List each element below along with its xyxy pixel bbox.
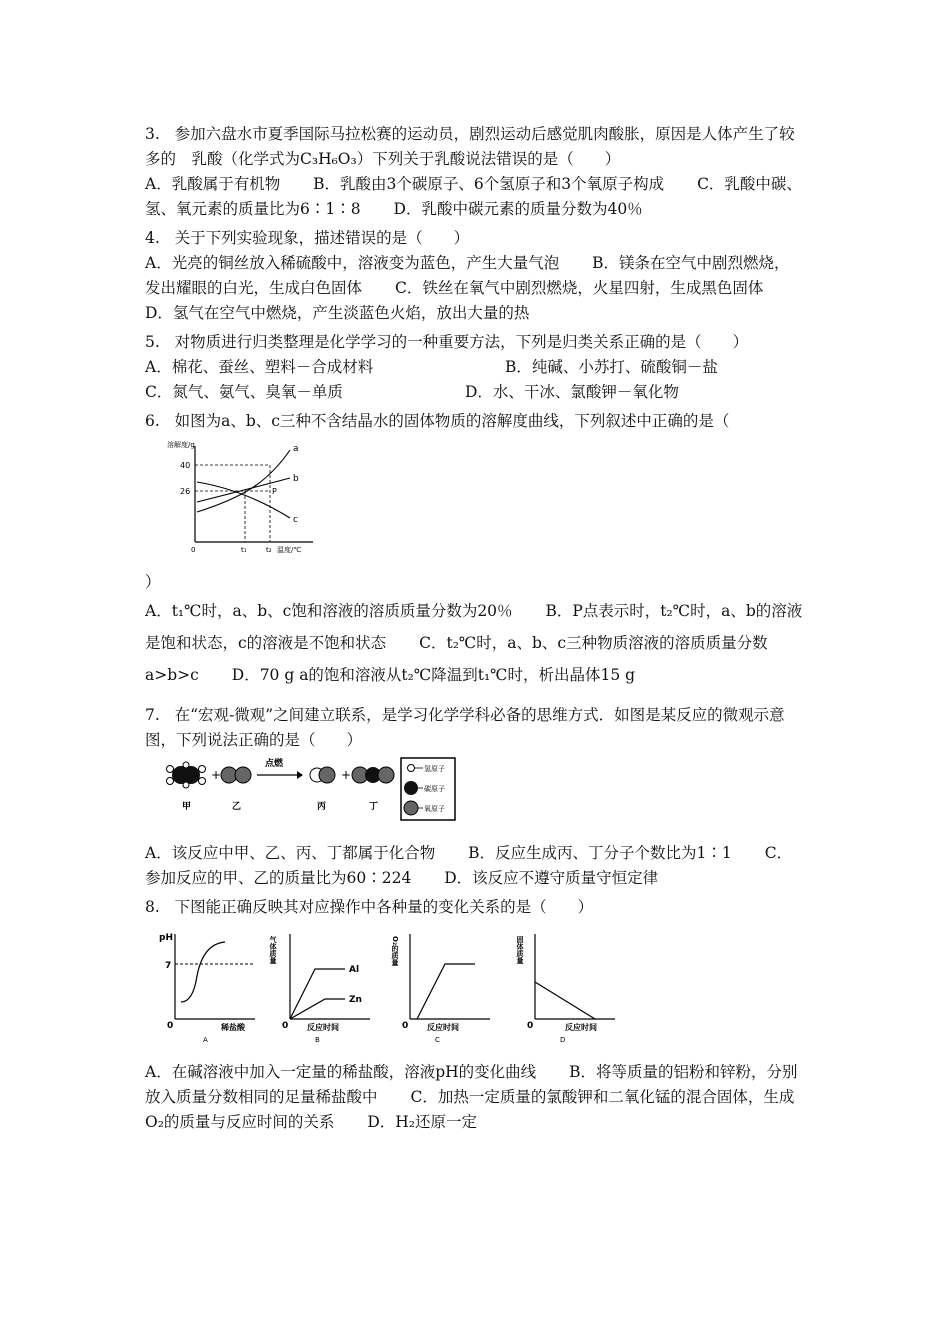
graph-b-series-al (290, 969, 345, 1019)
option-c: C．加热一定质量的氯酸钾和二氧化锰的混合固体，生成O₂的质量与反应时间的关系 (145, 1088, 795, 1131)
question-3 (145, 122, 805, 222)
question-number: 7. (145, 706, 160, 724)
y-tick-26: 26 (180, 487, 191, 496)
graph-b-origin: 0 (282, 1021, 289, 1031)
micro-reaction-figure (157, 757, 457, 825)
graph-b-caption: B (315, 1036, 320, 1044)
option-a: A．在碱溶液中加入一定量的稀盐酸，溶液pH的变化曲线 (145, 1063, 537, 1081)
question-number: 3. (145, 125, 160, 143)
legend-carbon: 碳原子 (424, 785, 445, 793)
graph-d-xlabel: 反应时间 (565, 1023, 597, 1032)
option-c: C．铁丝在氧气中剧烈燃烧，火星四射，生成黑色固体 (394, 279, 764, 297)
option-d: D．氢气在空气中燃烧，产生淡蓝色火焰，放出大量的热 (145, 304, 530, 322)
graph-a-origin: 0 (167, 1021, 174, 1031)
option-a: A．该反应中甲、乙、丙、丁都属于化合物 (145, 844, 436, 862)
molecule-jia (167, 762, 206, 788)
question-number: 5. (145, 333, 160, 351)
legend-oxygen-swatch (404, 801, 418, 815)
graph-a-caption: A (203, 1036, 208, 1044)
graph-a-curve (181, 942, 225, 1002)
exam-page (145, 122, 805, 1139)
graph-b-xlabel: 反应时间 (307, 1023, 339, 1032)
option-b: B．P点表示时，t₂℃时，a、b的溶液是饱和状态，c的溶液是不饱和状态 (145, 602, 803, 652)
option-d: D．H₂还原一定 (367, 1113, 478, 1131)
option-a: A．光亮的铜丝放入稀硫酸中，溶液变为蓝色，产生大量气泡 (145, 254, 560, 272)
graph-c-xlabel: 反应时间 (427, 1023, 459, 1032)
curve-a-label: a (293, 444, 299, 454)
option-b: B．纯碱、小苏打、硫酸铜－盐 (505, 358, 718, 376)
label-jia: 甲 (182, 802, 192, 812)
curve-a (197, 450, 290, 512)
label-yi: 乙 (232, 802, 242, 812)
question-6 (145, 409, 805, 691)
option-b: B．将等质量的铝粉和锌粉，分别放入质量分数相同的足量稀盐酸中 (145, 1063, 798, 1106)
question-stem: 下图能正确反映其对应操作中各种量的变化关系的是（ ） (174, 898, 594, 916)
question-stem: 对物质进行归类整理是化学学习的一种重要方法，下列是归类关系正确的是（ ） (174, 333, 749, 351)
question-stem-end: ） (145, 573, 161, 591)
y-axis-label: 溶解度/g (167, 441, 195, 449)
arrow-head (297, 771, 303, 779)
question-4 (145, 226, 805, 326)
option-c: C．参加反应的甲、乙的质量比为60∶224 (145, 844, 793, 887)
point-p-label: P (272, 487, 277, 496)
option-b: B．镁条在空气中剧烈燃烧，发出耀眼的白光，生成白色固体 (145, 254, 790, 297)
graph-c (391, 934, 490, 1044)
x-axis-label: 温度/℃ (277, 546, 302, 554)
option-a: A．t₁℃时，a、b、c饱和溶液的溶质质量分数为20％ (145, 602, 513, 620)
question-number: 8. (145, 898, 160, 916)
graph-d (516, 934, 615, 1044)
question-stem: 参加六盘水市夏季国际马拉松赛的运动员，剧烈运动后感觉肌肉酸胀，原因是人体产生了较多的 乳酸（化学式为C₃H₆O₃）下列关于乳酸说法错误的是（ ） (145, 125, 795, 168)
label-ding: 丁 (369, 802, 379, 812)
graph-d-ylabel: 固体质量 (516, 936, 524, 964)
graph-a (159, 933, 255, 1044)
question-8 (145, 895, 805, 1135)
question-7 (145, 703, 805, 891)
option-b: B．反应生成丙、丁分子个数比为1∶1 (468, 844, 732, 862)
option-d: D．70 g a的饱和溶液从t₂℃降温到t₁℃时，析出晶体15 g (231, 666, 636, 684)
option-d: D．水、干冰、氯酸钾－氧化物 (465, 383, 679, 401)
option-b: B．乳酸由3个碳原子、6个氢原子和3个氧原子构成 (313, 175, 665, 193)
option-d: D．乳酸中碳元素的质量分数为40％ (393, 200, 643, 218)
plus-sign: + (341, 768, 352, 782)
solubility-curve-figure (165, 438, 315, 554)
graph-d-curve (535, 982, 595, 1019)
label-bing: 丙 (317, 802, 327, 812)
graph-d-origin: 0 (527, 1021, 534, 1031)
graph-c-origin: 0 (402, 1021, 409, 1031)
legend-oxygen: 氧原子 (424, 805, 445, 813)
option-a: A．乳酸属于有机物 (145, 175, 281, 193)
molecule-yi (221, 767, 251, 783)
legend-hydrogen-swatch (408, 765, 415, 772)
option-d: D．该反应不遵守质量守恒定律 (444, 869, 659, 887)
question-stem: 如图为a、b、c三种不含结晶水的固体物质的溶解度曲线，下列叙述中正确的是（ (174, 412, 730, 430)
question-stem: 在“宏观-微观”之间建立联系，是学习化学学科必备的思维方式．如图是某反应的微观示意图，下列说法正确的是（ ） (145, 706, 785, 749)
question-number: 6. (145, 412, 160, 430)
graph-c-ylabel: O₂的质量 (391, 936, 399, 967)
graph-c-caption: C (435, 1036, 440, 1044)
question-5 (145, 330, 805, 405)
graph-b-legend-zn: Zn (349, 995, 362, 1005)
question-number: 4. (145, 229, 160, 247)
arrow-label: 点燃 (265, 759, 284, 769)
graph-d-caption: D (560, 1036, 566, 1044)
plus-sign: + (211, 768, 222, 782)
question-stem: 关于下列实验现象，描述错误的是（ ） (174, 229, 470, 247)
graph-b (269, 934, 371, 1044)
option-c: C．乳酸中碳、氢、氧元素的质量比为6∶1∶8 (145, 175, 802, 218)
x-tick-t2: t₂ (266, 546, 272, 554)
curve-b-label: b (293, 474, 299, 484)
option-c: C．氮气、氨气、臭氧－单质 (145, 383, 343, 401)
option-c: C．t₂℃时，a、b、c三种物质溶液的溶质质量分数a>b>c (145, 634, 768, 684)
graph-b-legend-al: Al (349, 965, 360, 975)
x-tick-t1: t₁ (241, 546, 247, 554)
legend-hydrogen: 氢原子 (424, 765, 445, 773)
option-a: A．棉花、蚕丝、塑料－合成材料 (145, 358, 374, 376)
molecule-ding (352, 767, 394, 783)
legend-carbon-swatch (404, 781, 418, 795)
graphs-figure (155, 924, 625, 1044)
graph-a-ylabel: pH (159, 933, 173, 943)
curve-c-label: c (293, 515, 298, 525)
graph-c-curve (417, 964, 475, 1019)
graph-b-ylabel: 气体质量 (269, 936, 277, 964)
graph-a-tick: 7 (165, 961, 172, 971)
x-tick-0: 0 (191, 546, 196, 554)
y-tick-40: 40 (180, 461, 191, 470)
graph-a-xlabel: 稀盐酸 (221, 1023, 245, 1032)
molecule-bing (310, 767, 335, 783)
